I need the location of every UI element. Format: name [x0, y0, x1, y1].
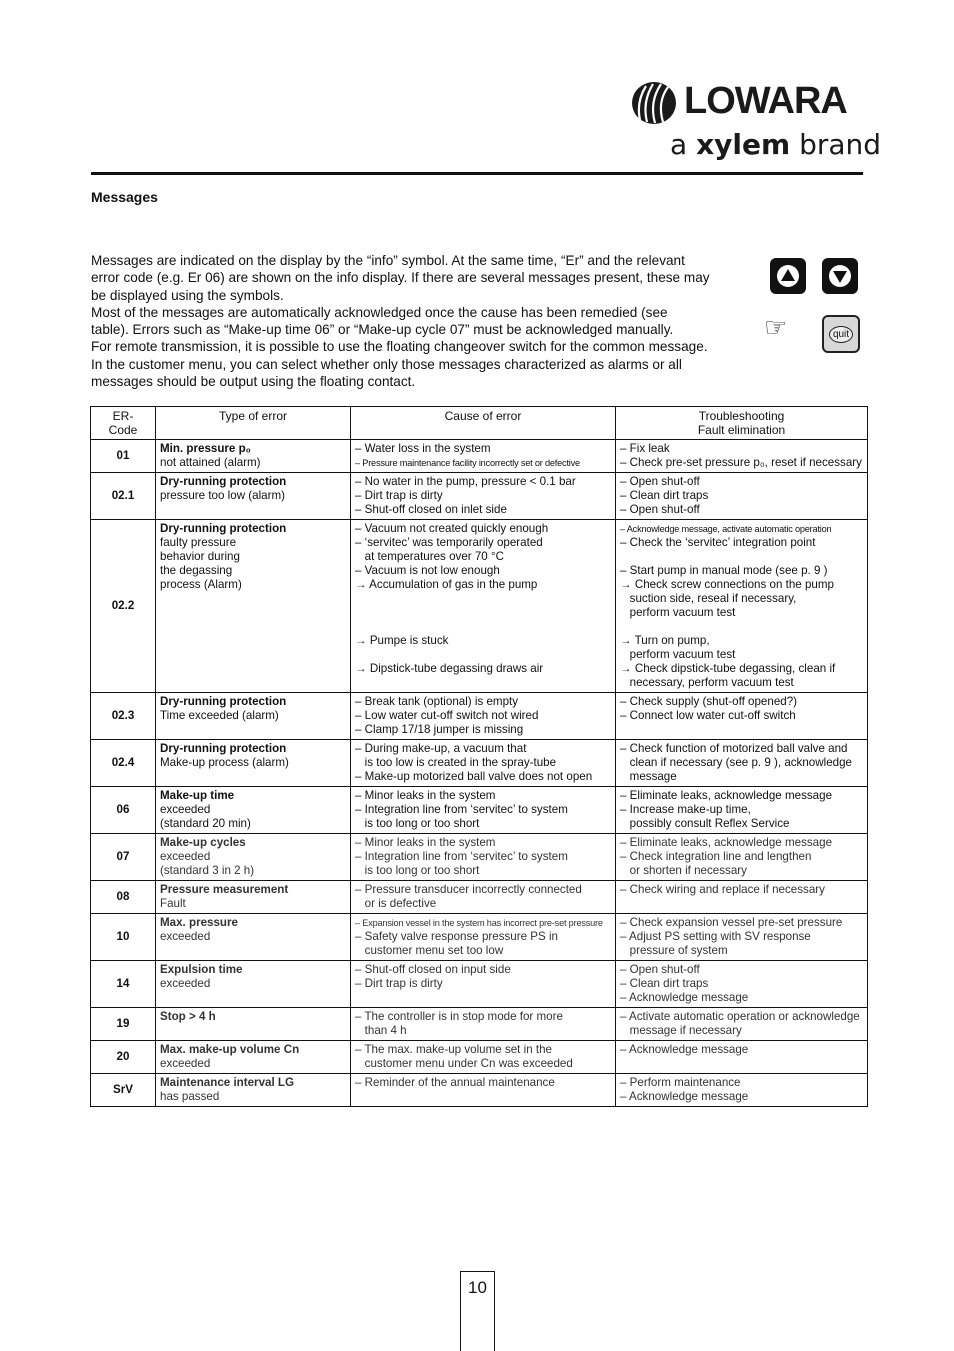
table-row [91, 440, 868, 473]
error-fix-line: message [620, 770, 677, 783]
error-cause-line: – Vacuum not created quickly enough [355, 522, 549, 535]
error-cause-line: – Vacuum is not low enough [355, 564, 500, 577]
error-fix-line: necessary, perform vacuum test [620, 676, 794, 689]
error-type-cell [156, 520, 351, 693]
error-type-line: pressure too low (alarm) [160, 489, 285, 502]
error-cause-line: or is defective [355, 897, 437, 910]
error-fix-line: – Fix leak [620, 442, 670, 455]
error-type-line: Make-up process (alarm) [160, 756, 289, 769]
error-cause-line: – Minor leaks in the system [355, 789, 496, 802]
table-row [91, 473, 868, 520]
error-type-line: Time exceeded (alarm) [160, 709, 279, 722]
header-type: Type of error [156, 407, 351, 440]
error-fix-cell [616, 914, 868, 961]
error-fix-line: → Turn on pump, [620, 634, 710, 647]
table-row [91, 520, 868, 693]
error-code-cell: 20 [91, 1041, 156, 1074]
error-cause-cell [351, 473, 616, 520]
error-cause-cell [351, 693, 616, 740]
error-cause-line: – Make-up motorized ball valve does not open [355, 770, 593, 783]
display-keys [764, 258, 865, 358]
error-cause-cell [351, 961, 616, 1008]
error-cause-line: is too long or too short [355, 817, 480, 830]
error-cause-line: customer menu set too low [355, 944, 504, 957]
error-type-cell [156, 1008, 351, 1041]
table-row [91, 834, 868, 881]
error-fix-line: → Check dipstick-tube degassing, clean if [620, 662, 836, 675]
error-cause-line: – Break tank (optional) is empty [355, 695, 519, 708]
error-code-cell: 08 [91, 881, 156, 914]
error-fix-line: – Check supply (shut-off opened?) [620, 695, 798, 708]
section-title: Messages [91, 189, 158, 205]
error-type-line: Max. pressure [160, 916, 238, 929]
error-fix-line: – Acknowledge message [620, 1043, 749, 1056]
error-type-line: behavior during [160, 550, 240, 563]
error-cause-line: – Reminder of the annual maintenance [355, 1076, 555, 1089]
error-cause-cell [351, 1008, 616, 1041]
error-code-cell: 02.2 [91, 520, 156, 693]
error-cause-line [355, 620, 611, 634]
error-fix-cell [616, 787, 868, 834]
header-cause: Cause of error [351, 407, 616, 440]
error-fix-cell [616, 961, 868, 1008]
header-code-line2: Code [108, 423, 138, 437]
table-row [91, 961, 868, 1008]
header-fix-line2: Fault elimination [697, 423, 786, 437]
error-type-cell [156, 1074, 351, 1107]
error-type-line: has passed [160, 1090, 220, 1103]
error-fix-line: pressure of system [620, 944, 728, 957]
error-fix-line: – Check integration line and lengthen [620, 850, 812, 863]
error-cause-line: – Dirt trap is dirty [355, 977, 443, 990]
error-type-line: not attained (alarm) [160, 456, 261, 469]
error-type-line: (standard 20 min) [160, 817, 251, 830]
error-type-cell [156, 1041, 351, 1074]
error-type-line: exceeded [160, 850, 211, 863]
error-cause-line [355, 592, 611, 606]
error-cause-line: – The controller is in stop mode for more [355, 1010, 563, 1023]
intro-line: be displayed using the symbols. [91, 287, 284, 303]
error-type-line: exceeded [160, 1057, 211, 1070]
intro-line: Most of the messages are automatically acknowledged once the cause has been remedied (see [91, 304, 668, 320]
error-type-cell [156, 473, 351, 520]
error-code-cell: 07 [91, 834, 156, 881]
up-arrow-icon [770, 258, 806, 294]
error-fix-cell [616, 520, 868, 693]
table-row [91, 881, 868, 914]
table-row [91, 1008, 868, 1041]
error-fix-cell [616, 881, 868, 914]
error-cause-line: – Water loss in the system [355, 442, 491, 455]
error-fix-line: possibly consult Reflex Service [620, 817, 790, 830]
error-fix-line: – Check pre-set pressure p₀, reset if necessary [620, 456, 862, 469]
intro-line: error code (e.g. Er 06) are shown on the info display. If there are several messages present, these may [91, 270, 710, 286]
error-table-body [91, 440, 868, 1107]
intro-line: Messages are indicated on the display by the “info” symbol. At the same time, “Er” and the relevant [91, 253, 685, 268]
error-fix-line: – Clean dirt traps [620, 977, 709, 990]
error-cause-line: – Clamp 17/18 jumper is missing [355, 723, 524, 736]
error-fix-line: – Increase make-up time, [620, 803, 751, 816]
error-cause-line: – Minor leaks in the system [355, 836, 496, 849]
error-fix-line: – Start pump in manual mode (see p. 9 ) [620, 564, 828, 577]
error-fix-line: or shorten if necessary [620, 864, 747, 877]
error-cause-line: – Integration line from ‘servitec’ to system [355, 850, 568, 863]
tagline-xylem: xylem [696, 128, 791, 161]
error-cause-line: – ‘servitec’ was temporarily operated [355, 536, 543, 549]
error-cause-line: – The max. make-up volume set in the [355, 1043, 552, 1056]
error-type-cell [156, 834, 351, 881]
error-cause-line: → Accumulation of gas in the pump [355, 578, 538, 591]
error-cause-line: – Pressure maintenance facility incorrectly set or defective [355, 458, 580, 468]
error-code-cell: 02.1 [91, 473, 156, 520]
error-type-line: Pressure measurement [160, 883, 289, 896]
intro-line: messages should be output using the floating contact. [91, 374, 416, 390]
header-code-line1: ER- [112, 409, 134, 423]
header-fix [616, 407, 868, 440]
error-cause-cell [351, 834, 616, 881]
table-row [91, 740, 868, 787]
error-code-cell: 19 [91, 1008, 156, 1041]
error-type-line: Dry-running protection [160, 475, 287, 488]
error-fix-line: – Acknowledge message, activate automatic operation [620, 524, 832, 534]
error-type-line: process (Alarm) [160, 578, 242, 591]
header-code [91, 407, 156, 440]
error-fix-line [620, 550, 863, 564]
table-row [91, 914, 868, 961]
error-fix-line: – Eliminate leaks, acknowledge message [620, 836, 833, 849]
error-cause-cell [351, 1074, 616, 1107]
error-fix-line: – Check the ‘servitec’ integration point [620, 536, 816, 549]
header-rule [91, 172, 863, 175]
error-type-line: Make-up cycles [160, 836, 246, 849]
error-type-line: exceeded [160, 803, 211, 816]
error-cause-cell [351, 881, 616, 914]
error-type-line: Maintenance interval LG [160, 1076, 295, 1089]
error-type-line: Min. pressure p₀ [160, 442, 251, 455]
error-fix-line: message if necessary [620, 1024, 742, 1037]
error-cause-cell [351, 1041, 616, 1074]
intro-text [91, 252, 751, 390]
error-fix-line: – Clean dirt traps [620, 489, 709, 502]
error-cause-line: – Expansion vessel in the system has incorrect pre-set pressure [355, 918, 603, 928]
error-fix-line: – Connect low water cut-off switch [620, 709, 796, 722]
error-cause-line: – No water in the pump, pressure < 0.1 bar [355, 475, 576, 488]
error-cause-line: – Integration line from ‘servitec’ to system [355, 803, 568, 816]
error-code-cell: 01 [91, 440, 156, 473]
table-header-row [91, 407, 868, 440]
error-type-line: (standard 3 in 2 h) [160, 864, 255, 877]
pointing-hand-icon: ☞ [764, 312, 788, 342]
error-fix-line: – Perform maintenance [620, 1076, 741, 1089]
down-arrow-icon [822, 258, 858, 294]
error-type-line: the degassing [160, 564, 233, 577]
error-type-line: Dry-running protection [160, 522, 287, 535]
error-cause-line: is too low is created in the spray-tube [355, 756, 557, 769]
error-type-line: Dry-running protection [160, 742, 287, 755]
error-cause-line: – During make-up, a vacuum that [355, 742, 527, 755]
error-fix-line: – Open shut-off [620, 475, 700, 488]
header-fix-line1: Troubleshooting [698, 409, 785, 423]
tagline-a: a [670, 128, 688, 161]
error-type-line: Fault [160, 897, 186, 910]
error-fix-line: – Check wiring and replace if necessary [620, 883, 825, 896]
error-fix-cell [616, 693, 868, 740]
error-code-cell: 06 [91, 787, 156, 834]
error-cause-line: – Dirt trap is dirty [355, 489, 443, 502]
intro-line: For remote transmission, it is possible to use the floating changeover switch for the common message. [91, 339, 708, 355]
error-cause-line: – Safety valve response pressure PS in [355, 930, 558, 943]
error-fix-line: – Adjust PS setting with SV response [620, 930, 811, 943]
error-fix-cell [616, 1041, 868, 1074]
error-type-line: faulty pressure [160, 536, 237, 549]
error-cause-line: than 4 h [355, 1024, 407, 1037]
error-fix-line: perform vacuum test [620, 648, 736, 661]
error-fix-cell [616, 440, 868, 473]
error-cause-line: – Shut-off closed on inlet side [355, 503, 507, 516]
brand-tagline [670, 128, 881, 161]
error-type-line: Dry-running protection [160, 695, 287, 708]
error-cause-line: – Low water cut-off switch not wired [355, 709, 539, 722]
error-fix-line: – Open shut-off [620, 503, 700, 516]
error-fix-cell [616, 1074, 868, 1107]
error-fix-line: – Activate automatic operation or acknowledge [620, 1010, 860, 1023]
table-row [91, 1041, 868, 1074]
error-cause-line: – Pressure transducer incorrectly connected [355, 883, 582, 896]
error-cause-line: → Dipstick-tube degassing draws air [355, 662, 544, 675]
error-fix-line [620, 620, 863, 634]
error-cause-line: at temperatures over 70 °C [355, 550, 504, 563]
error-code-cell: 02.4 [91, 740, 156, 787]
error-cause-cell [351, 914, 616, 961]
error-code-cell: SrV [91, 1074, 156, 1107]
error-fix-line: – Check function of motorized ball valve and [620, 742, 848, 755]
error-type-cell [156, 914, 351, 961]
error-type-cell [156, 693, 351, 740]
page-number: 10 [460, 1271, 495, 1351]
error-type-line: Make-up time [160, 789, 235, 802]
error-type-line: exceeded [160, 977, 211, 990]
error-fix-cell [616, 473, 868, 520]
error-fix-line: → Check screw connections on the pump [620, 578, 834, 591]
table-row [91, 1074, 868, 1107]
lowara-logo-icon [630, 80, 678, 126]
error-fix-line: – Acknowledge message [620, 1090, 749, 1103]
brand-wordmark: LOWARA [684, 80, 847, 122]
intro-line: In the customer menu, you can select whether only those messages characterized as alarms or all [91, 356, 682, 372]
error-cause-cell [351, 520, 616, 693]
error-type-cell [156, 961, 351, 1008]
error-code-cell: 02.3 [91, 693, 156, 740]
error-type-line: Stop > 4 h [160, 1010, 216, 1023]
error-type-cell [156, 440, 351, 473]
error-cause-line: is too long or too short [355, 864, 480, 877]
error-fix-line: – Acknowledge message [620, 991, 749, 1004]
error-type-cell [156, 787, 351, 834]
error-cause-line: customer menu under Cn was exceeded [355, 1057, 573, 1070]
error-code-cell: 14 [91, 961, 156, 1008]
error-cause-cell [351, 740, 616, 787]
intro-line: table). Errors such as “Make-up time 06” or “Make-up cycle 07” must be acknowledged manually. [91, 322, 674, 338]
table-row [91, 693, 868, 740]
error-cause-line: → Pumpe is stuck [355, 634, 449, 647]
error-cause-cell [351, 787, 616, 834]
error-fix-cell [616, 740, 868, 787]
quit-key-label: quit [829, 326, 853, 343]
error-fix-line: – Eliminate leaks, acknowledge message [620, 789, 833, 802]
error-table [90, 406, 868, 1107]
error-fix-line: clean if necessary (see p. 9 ), acknowledge [620, 756, 852, 769]
error-type-cell [156, 740, 351, 787]
error-fix-line: – Open shut-off [620, 963, 700, 976]
error-cause-line [355, 606, 611, 620]
error-fix-line: perform vacuum test [620, 606, 736, 619]
tagline-brand: brand [799, 128, 882, 161]
error-cause-line [355, 648, 611, 662]
error-type-cell [156, 881, 351, 914]
quit-key-icon [822, 315, 860, 353]
error-fix-line: suction side, reseal if necessary, [620, 592, 797, 605]
error-type-line: exceeded [160, 930, 211, 943]
error-type-line: Max. make-up volume Cn [160, 1043, 300, 1056]
error-cause-cell [351, 440, 616, 473]
brand-logo [628, 78, 882, 168]
error-code-cell: 10 [91, 914, 156, 961]
error-cause-line: – Shut-off closed on input side [355, 963, 511, 976]
error-fix-cell [616, 834, 868, 881]
error-type-line: Expulsion time [160, 963, 243, 976]
table-row [91, 787, 868, 834]
error-fix-cell [616, 1008, 868, 1041]
error-fix-line: – Check expansion vessel pre-set pressure [620, 916, 843, 929]
